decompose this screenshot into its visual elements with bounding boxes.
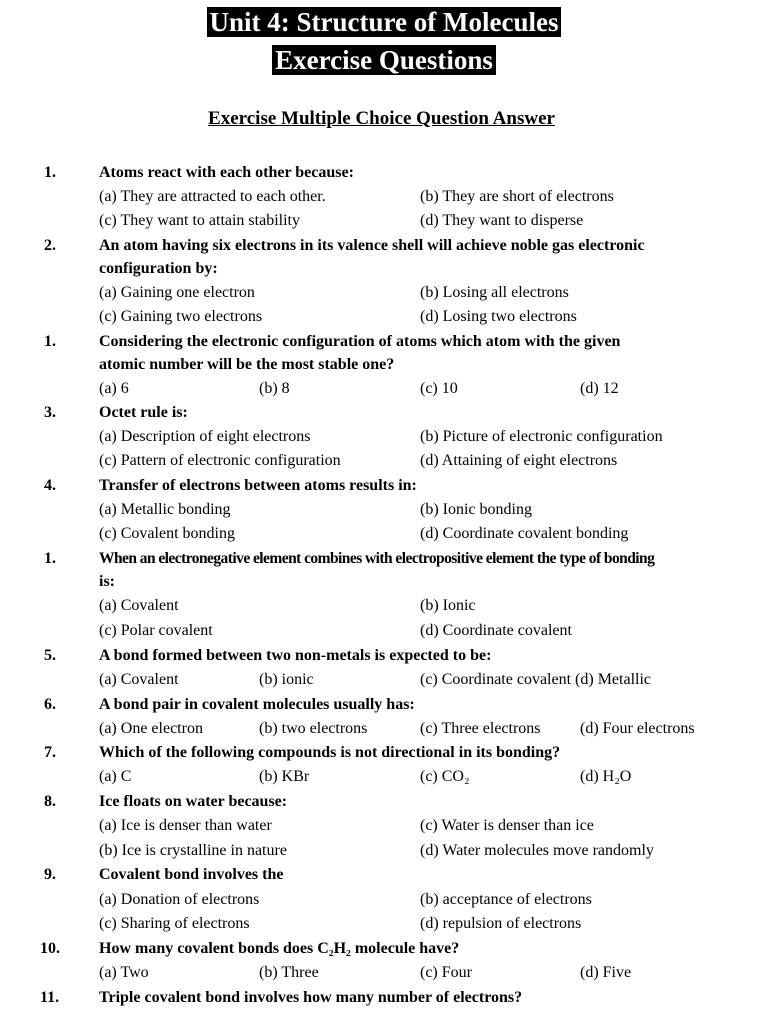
question-row	[0, 937, 768, 961]
option: (c) Gaining two electrons	[99, 308, 263, 325]
option: (c) Four	[420, 964, 472, 981]
option-row	[0, 888, 768, 912]
question-text: Ice floats on water because:	[99, 793, 288, 810]
option-row	[0, 498, 768, 522]
option: (b) Three	[259, 964, 319, 981]
option: (d) Water molecules move randomly	[420, 842, 654, 859]
option-row	[0, 668, 768, 692]
question-row-continued	[0, 257, 768, 281]
question-number: 7.	[44, 744, 56, 761]
option: (a) Covalent	[99, 671, 179, 688]
question-text: How many covalent bonds does C₂H₂ molecule have?	[99, 940, 460, 957]
question-text: Which of the following compounds is not directional in its bonding?	[99, 744, 561, 761]
option: (d) Coordinate covalent bonding	[420, 525, 629, 542]
option: (a) Ice is denser than water	[99, 817, 272, 834]
option: (c) Water is denser than ice	[420, 817, 594, 834]
question-row	[0, 161, 768, 185]
option-row	[0, 912, 768, 936]
question-text: Transfer of electrons between atoms results in:	[99, 477, 417, 494]
question-number: 1.	[44, 164, 56, 181]
option: (b) Losing all electrons	[420, 284, 569, 301]
option: (d) Four electrons	[580, 720, 695, 737]
question-text: When an electronegative element combines with electropositive element the type of bonding	[99, 550, 655, 567]
question-number: 11.	[40, 989, 60, 1006]
option-row	[0, 449, 768, 473]
question-text: configuration by:	[99, 260, 218, 277]
option: (c) CO₂	[420, 768, 470, 785]
question-text: is:	[99, 573, 115, 590]
option-row	[0, 522, 768, 546]
question-row	[0, 790, 768, 814]
question-row-continued	[0, 570, 768, 594]
option: (a) 6	[99, 380, 129, 397]
question-text: An atom having six electrons in its valence shell will achieve noble gas electronic	[99, 237, 645, 254]
option: (c) 10	[420, 380, 458, 397]
question-number: 2.	[44, 237, 56, 254]
option: (b) 8	[259, 380, 290, 397]
question-row-continued	[0, 353, 768, 377]
option: (b) Ionic bonding	[420, 501, 532, 518]
question-row	[0, 986, 768, 1010]
option: (a) They are attracted to each other.	[99, 188, 326, 205]
option: (b) two electrons	[259, 720, 368, 737]
option: (d) repulsion of electrons	[420, 915, 582, 932]
question-number: 1.	[44, 550, 56, 567]
option: (c) Polar covalent	[99, 622, 213, 639]
option: (d) Losing two electrons	[420, 308, 577, 325]
question-number: 9.	[44, 866, 56, 883]
option: (c) Three electrons	[420, 720, 541, 737]
option: (a) Two	[99, 964, 149, 981]
question-number: 1.	[44, 333, 56, 350]
option: (a) Gaining one electron	[99, 284, 255, 301]
option: (a) Description of eight electrons	[99, 428, 311, 445]
option: (b) acceptance of electrons	[420, 891, 592, 908]
option: (b) Ionic	[420, 597, 476, 614]
question-text: A bond pair in covalent molecules usually has:	[99, 696, 415, 713]
option: (b) Picture of electronic configuration	[420, 428, 663, 445]
option: (c) Covalent bonding	[99, 525, 235, 542]
question-number: 5.	[44, 647, 56, 664]
question-number: 3.	[44, 404, 56, 421]
option: (c) They want to attain stability	[99, 212, 300, 229]
option-row	[0, 619, 768, 643]
option-row	[0, 425, 768, 449]
option-row	[0, 594, 768, 618]
question-number: 6.	[44, 696, 56, 713]
option: (b) ionic	[259, 671, 314, 688]
option-row	[0, 814, 768, 838]
question-row	[0, 547, 768, 571]
option: (a) One electron	[99, 720, 203, 737]
question-row	[0, 863, 768, 887]
option: (d) 12	[580, 380, 619, 397]
option: (b) They are short of electrons	[420, 188, 614, 205]
option: (b) Ice is crystalline in nature	[99, 842, 287, 859]
option: (a) Covalent	[99, 597, 179, 614]
page-title-line1: Unit 4: Structure of Molecules	[0, 6, 768, 39]
question-row	[0, 644, 768, 668]
option: (c) Pattern of electronic configuration	[99, 452, 341, 469]
option: (d) They want to disperse	[420, 212, 584, 229]
option-row	[0, 961, 768, 985]
option: (b) KBr	[259, 768, 310, 785]
page-title-line2: Exercise Questions	[0, 44, 768, 77]
question-text: atomic number will be the most stable one?	[99, 356, 395, 373]
question-text: Atoms react with each other because:	[99, 164, 354, 181]
question-number: 10.	[40, 940, 60, 957]
option-row	[0, 765, 768, 789]
option-row	[0, 209, 768, 233]
question-row	[0, 330, 768, 354]
option: (d) Attaining of eight electrons	[420, 452, 618, 469]
option-row	[0, 717, 768, 741]
option: (a) C	[99, 768, 132, 785]
question-text: Octet rule is:	[99, 404, 188, 421]
option-row	[0, 185, 768, 209]
option: (a) Donation of electrons	[99, 891, 260, 908]
option: (d) Coordinate covalent	[420, 622, 572, 639]
question-row	[0, 474, 768, 498]
option: (d) Five	[580, 964, 632, 981]
question-text: Covalent bond involves the	[99, 866, 284, 883]
option-row	[0, 839, 768, 863]
question-text: Triple covalent bond involves how many number of electrons?	[99, 989, 523, 1006]
question-number: 8.	[44, 793, 56, 810]
question-text: A bond formed between two non-metals is expected to be:	[99, 647, 492, 664]
section-subtitle: Exercise Multiple Choice Question Answer	[208, 108, 555, 129]
option: (a) Metallic bonding	[99, 501, 231, 518]
question-row	[0, 401, 768, 425]
question-number: 4.	[44, 477, 56, 494]
option-row	[0, 305, 768, 329]
question-row	[0, 693, 768, 717]
question-row	[0, 234, 768, 258]
option: (c) Sharing of electrons	[99, 915, 250, 932]
option: (d) H₂O	[580, 768, 632, 785]
option-row	[0, 281, 768, 305]
question-text: Considering the electronic configuration of atoms which atom with the given	[99, 333, 621, 350]
question-row	[0, 741, 768, 765]
option: (c) Coordinate covalent (d) Metallic	[420, 671, 652, 688]
option-row	[0, 377, 768, 401]
